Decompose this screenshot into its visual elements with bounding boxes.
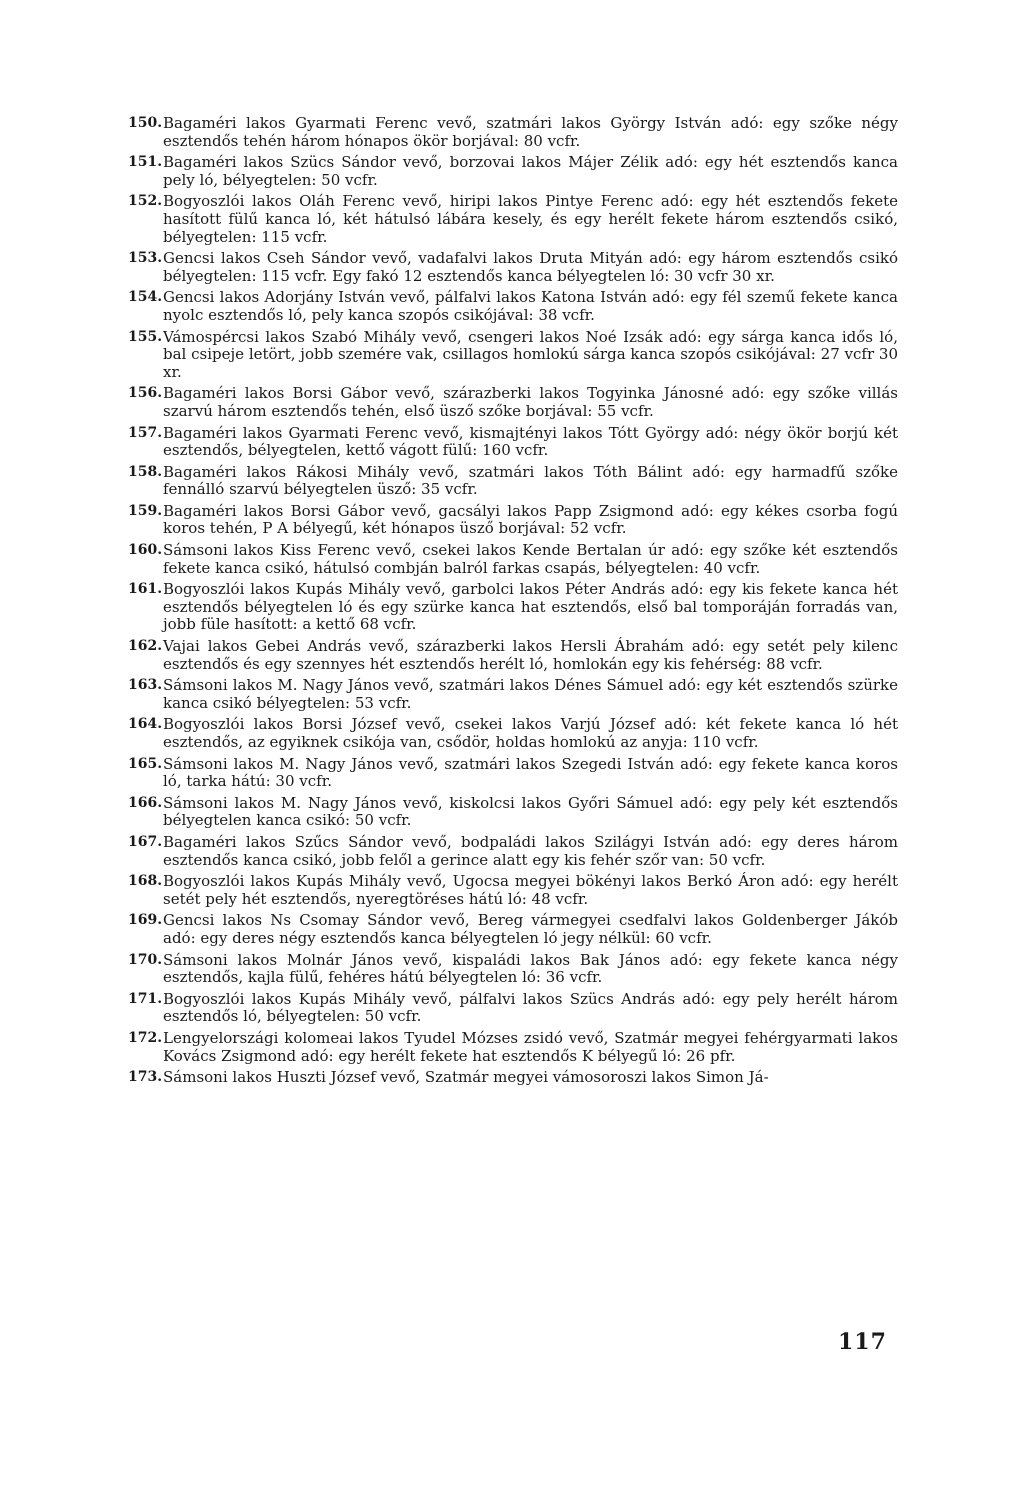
entry-item [128, 289, 898, 324]
entry-text: Bagaméri lakos Szücs Sándor vevő, borzovai lakos Májer Zélik adó: egy hét esztendős kanca pely ló, bélyegtelen: 50 vcfr. [163, 153, 898, 189]
entry-item [128, 154, 898, 189]
entry-item [128, 795, 898, 830]
entry-number: 151. [128, 154, 163, 171]
entry-text: Bogyoszlói lakos Borsi József vevő, csekei lakos Varjú József adó: két fekete kanca ló hét esztendős, az egyiknek csikója van, csődör, holdas homlokú az anyja: 110 vcfr. [163, 715, 898, 751]
entry-text: Vajai lakos Gebei András vevő, szárazberki lakos Hersli Ábrahám adó: egy setét pely kilenc esztendős és egy szennyes hét esztendős herélt ló, homlokán egy kis fehérség: 88 vcfr. [163, 637, 898, 673]
entry-text: Sámsoni lakos M. Nagy János vevő, szatmári lakos Szegedi István adó: egy fekete kanca koros ló, tarka hátú: 30 vcfr. [163, 754, 898, 791]
entry-text: Bogyoszlói lakos Kupás Mihály vevő, pálfalvi lakos Szücs András adó: egy pely herélt három esztendős ló, bélyegtelen: 50 vcfr. [163, 989, 898, 1026]
entry-text: Sámsoni lakos Kiss Ferenc vevő, csekei lakos Kende Bertalan úr adó: egy szőke két esztendős fekete kanca csikó, hátulsó combján balról farkas csapás, bélyegtelen: 40 vcfr. [163, 541, 898, 577]
entry-text: Gencsi lakos Adorjány István vevő, pálfalvi lakos Katona István adó: egy fél szemű fekete kanca nyolc esztendős ló, pely kanca szopós csikójával: 38 vcfr. [163, 288, 898, 324]
entry-number: 157. [128, 424, 163, 441]
entry-text: Bogyoszlói lakos Kupás Mihály vevő, garbolci lakos Péter András adó: egy kis fekete kanca hét esztendős bélyegtelen ló és egy szürke kanca hat esztendős, első bal tomporáján forradás van, jobb füle hasított: a kettő 68 vcfr. [163, 580, 898, 634]
entry-text: Sámsoni lakos Huszti József vevő, Szatmár megyei vámosoroszi lakos Simon Já- [163, 1068, 769, 1087]
entry-text: Gencsi lakos Cseh Sándor vevő, vadafalvi lakos Druta Mityán adó: egy három esztendős csikó bélyegtelen: 115 vcfr. Egy fakó 12 esztendős kanca bélyegtelen ló: 30 vcfr 30 xr. [163, 249, 898, 285]
entry-number: 150. [128, 115, 163, 131]
entry-text: Bogyoszlói lakos Oláh Ferenc vevő, hiripi lakos Pintye Ferenc adó: egy hét esztendős fekete hasított fülű kanca ló, két hátulsó lábára kesely, és egy herélt fekete három esztendős csikó, bélyegtelen: 115 vcfr. [163, 192, 898, 246]
entry-item [128, 250, 898, 285]
entry-number: 171. [128, 990, 163, 1007]
entry-number: 156. [128, 385, 163, 402]
entry-item [128, 834, 898, 869]
entries-list [128, 115, 898, 1091]
entry-text: Gencsi lakos Ns Csomay Sándor vevő, Bereg vármegyei csedfalvi lakos Goldenberger Jákób adó: egy deres négy esztendős kanca bélyegtelen ló jegy nélkül: 60 vcfr. [163, 911, 898, 947]
entry-text: Bagaméri lakos Szűcs Sándor vevő, bodpaládi lakos Szilágyi István adó: egy deres három esztendős kanca csikó, jobb felől a gerince alatt egy kis fehér szőr van: 50 vcfr. [163, 832, 898, 869]
entry-item [128, 756, 898, 791]
entry-item [128, 542, 898, 577]
entry-number: 164. [128, 716, 163, 733]
entry-item [128, 581, 898, 634]
entry-text: Vámospércsi lakos Szabó Mihály vevő, csengeri lakos Noé Izsák adó: egy sárga kanca idős ló, bal csipeje letört, jobb szemére vak, csillagos homlokú sárga kanca szopós csikójával: 27 vcfr 30 xr. [163, 327, 898, 381]
entry-number: 155. [128, 328, 163, 345]
entry-item [128, 677, 898, 712]
entry-number: 162. [128, 638, 163, 655]
entry-item [128, 638, 898, 673]
entry-number: 172. [128, 1029, 163, 1046]
page-number: 117 [838, 1329, 887, 1355]
entry-number: 154. [128, 289, 163, 306]
entry-item [128, 873, 898, 908]
entry-number: 152. [128, 193, 163, 210]
entry-number: 160. [128, 542, 163, 559]
entry-number: 153. [128, 250, 163, 267]
entry-item [128, 115, 898, 150]
entry-item [128, 1069, 898, 1087]
entry-number: 159. [128, 502, 163, 519]
entry-text: Bagaméri lakos Gyarmati Ferenc vevő, kismajtényi lakos Tótt György adó: négy ökör borjú két esztendős, bélyegtelen, kettő vágott fülű: 160 vcfr. [163, 423, 898, 460]
entry-text: Bagaméri lakos Borsi Gábor vevő, gacsályi lakos Papp Zsigmond adó: egy kékes csorba fogú koros tehén, P A bélyegű, két hónapos üsző borjával: 52 vcfr. [163, 501, 898, 538]
entry-number: 158. [128, 463, 163, 480]
entry-text: Bagaméri lakos Borsi Gábor vevő, szárazberki lakos Togyinka Jánosné adó: egy szőke villás szarvú három esztendős tehén, első üsző szőke borjával: 55 vcfr. [163, 384, 898, 420]
entry-number: 167. [128, 833, 163, 850]
entry-item [128, 503, 898, 538]
entry-text: Bogyoszlói lakos Kupás Mihály vevő, Ugocsa megyei bökényi lakos Berkó Áron adó: egy herélt setét pely hét esztendős, nyeregtöréses hátú ló: 48 vcfr. [163, 872, 898, 908]
entry-item [128, 952, 898, 987]
entry-text: Lengyelországi kolomeai lakos Tyudel Mózses zsidó vevő, Szatmár megyei fehérgyarmati lakos Kovács Zsigmond adó: egy herélt fekete hat esztendős K bélyegű ló: 26 pfr. [163, 1028, 898, 1065]
entry-text: Bagaméri lakos Rákosi Mihály vevő, szatmári lakos Tóth Bálint adó: egy harmadfű szőke fennálló szarvú bélyegtelen üsző: 35 vcfr. [163, 462, 898, 499]
entry-number: 165. [128, 755, 163, 772]
entry-item [128, 912, 898, 947]
entry-text: Sámsoni lakos M. Nagy János vevő, kiskolcsi lakos Győri Sámuel adó: egy pely két esztendős bélyegtelen kanca csikó: 50 vcfr. [163, 793, 898, 830]
entry-item [128, 329, 898, 382]
entry-number: 163. [128, 677, 163, 694]
entry-item [128, 385, 898, 420]
entry-number: 169. [128, 912, 163, 929]
entry-item [128, 991, 898, 1026]
entry-text: Sámsoni lakos M. Nagy János vevő, szatmári lakos Dénes Sámuel adó: egy két esztendős szürke kanca csikó bélyegtelen: 53 vcfr. [163, 676, 898, 712]
entry-item [128, 193, 898, 246]
entry-number: 170. [128, 951, 163, 968]
entry-item [128, 1030, 898, 1065]
entry-item [128, 464, 898, 499]
entry-number: 161. [128, 581, 163, 598]
entry-number: 166. [128, 794, 163, 811]
entry-item [128, 716, 898, 751]
entry-text: Sámsoni lakos Molnár János vevő, kispaládi lakos Bak János adó: egy fekete kanca négy esztendős, kajla fülű, fehéres hátú bélyegtelen ló: 36 vcfr. [163, 950, 898, 987]
entry-text: Bagaméri lakos Gyarmati Ferenc vevő, szatmári lakos György István adó: egy szőke négy esztendős tehén három hónapos ökör borjával: 80 vcfr. [163, 114, 898, 150]
entry-number: 168. [128, 873, 163, 890]
entry-item [128, 425, 898, 460]
entry-number: 173. [128, 1069, 163, 1086]
